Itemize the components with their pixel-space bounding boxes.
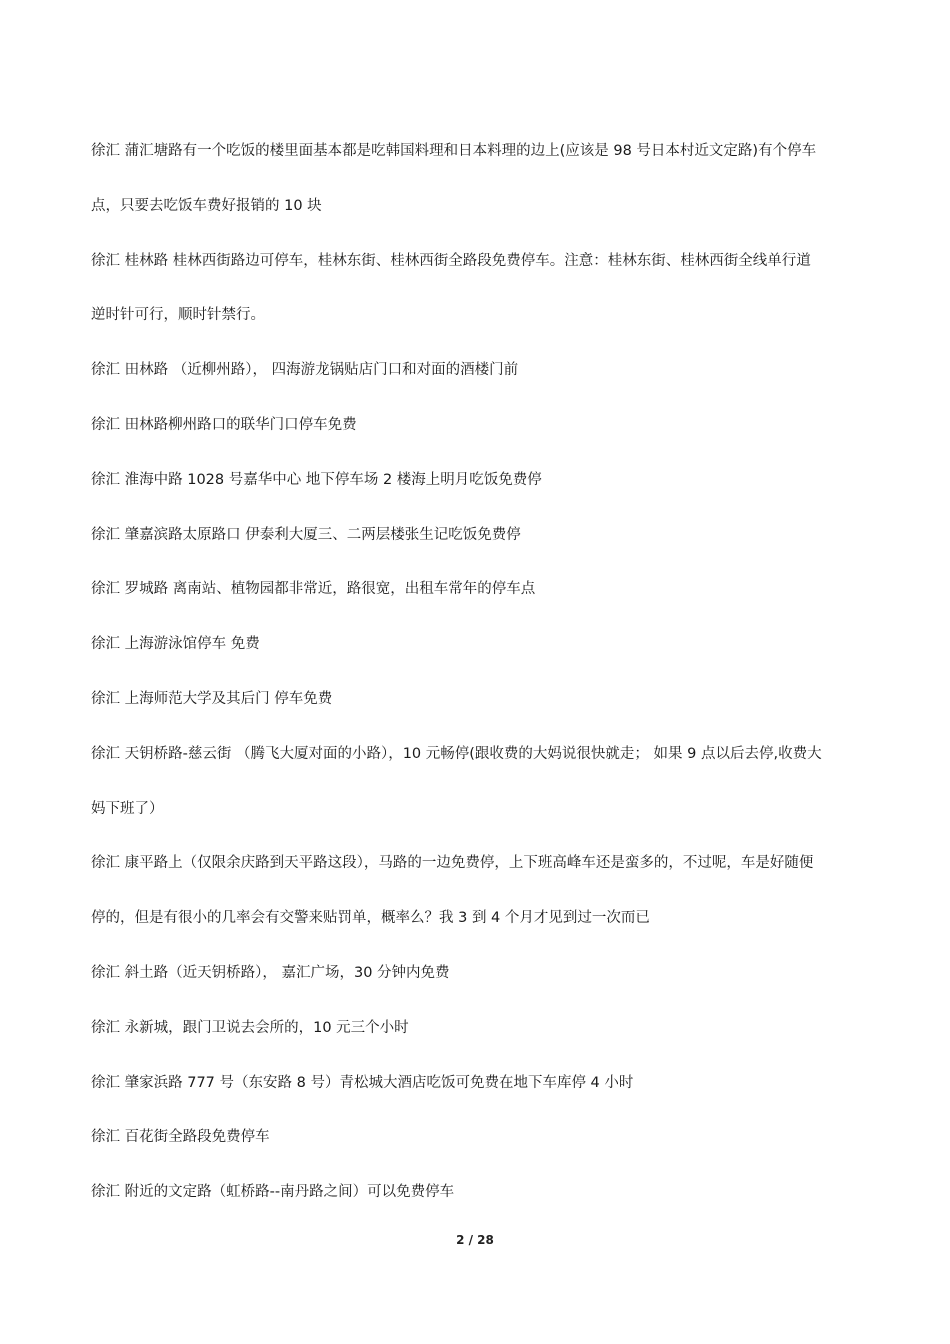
text-line: 徐汇 肇家浜路 777 号（东安路 8 号）青松城大酒店吃饭可免费在地下车库停 4 小时	[91, 1074, 634, 1091]
page-number: 2 / 28	[456, 1233, 494, 1247]
text-line: 徐汇 永新城，跟门卫说去会所的，10 元三个小时	[91, 1019, 409, 1036]
text-line: 徐汇 上海师范大学及其后门 停车免费	[91, 690, 333, 707]
text-line: 徐汇 桂林路 桂林西街路边可停车，桂林东街、桂林西街全路段免费停车。注意：桂林东街、桂林西街全线单行道	[91, 252, 811, 269]
text-line: 徐汇 淮海中路 1028 号嘉华中心 地下停车场 2 楼海上明月吃饭免费停	[91, 471, 542, 488]
text-line: 徐汇 蒲汇塘路有一个吃饭的楼里面基本都是吃韩国料理和日本料理的边上(应该是 98 号日本村近文定路)有个停车	[91, 143, 817, 159]
text-line: 点，只要去吃饭车费好报销的 10 块	[91, 197, 322, 214]
text-line: 徐汇 康平路上（仅限余庆路到天平路这段），马路的一边免费停，上下班高峰车还是蛮多的，不过呢，车是好随便	[91, 855, 814, 872]
text-line: 徐汇 罗城路 离南站、植物园都非常近，路很宽，出租车常年的停车点	[91, 581, 536, 598]
text-line: 徐汇 斜土路（近天钥桥路）， 嘉汇广场，30 分钟内免费	[91, 964, 450, 981]
text-line: 停的，但是有很小的几率会有交警来贴罚单，概率么？我 3 到 4 个月才见到过一次而已	[91, 910, 650, 927]
document-body	[91, 124, 866, 1220]
text-line: 徐汇 田林路 （近柳州路）， 四海游龙锅贴店门口和对面的酒楼门前	[91, 362, 519, 379]
text-line: 妈下班了）	[91, 800, 164, 817]
text-line: 徐汇 附近的文定路（虹桥路--南丹路之间）可以免费停车	[91, 1184, 455, 1201]
text-line: 逆时针可行，顺时针禁行。	[91, 307, 265, 324]
text-line: 徐汇 肇嘉滨路太原路口 伊泰利大厦三、二两层楼张生记吃饭免费停	[91, 526, 521, 543]
text-line: 徐汇 天钥桥路-慈云街 （腾飞大厦对面的小路），10 元畅停(跟收费的大妈说很快就走； 如果 9 点以后去停,收费大	[91, 745, 822, 762]
text-line: 徐汇 百花街全路段免费停车	[91, 1129, 270, 1146]
text-line: 徐汇 上海游泳馆停车 免费	[91, 636, 260, 653]
text-line: 徐汇 田林路柳州路口的联华门口停车免费	[91, 416, 357, 433]
